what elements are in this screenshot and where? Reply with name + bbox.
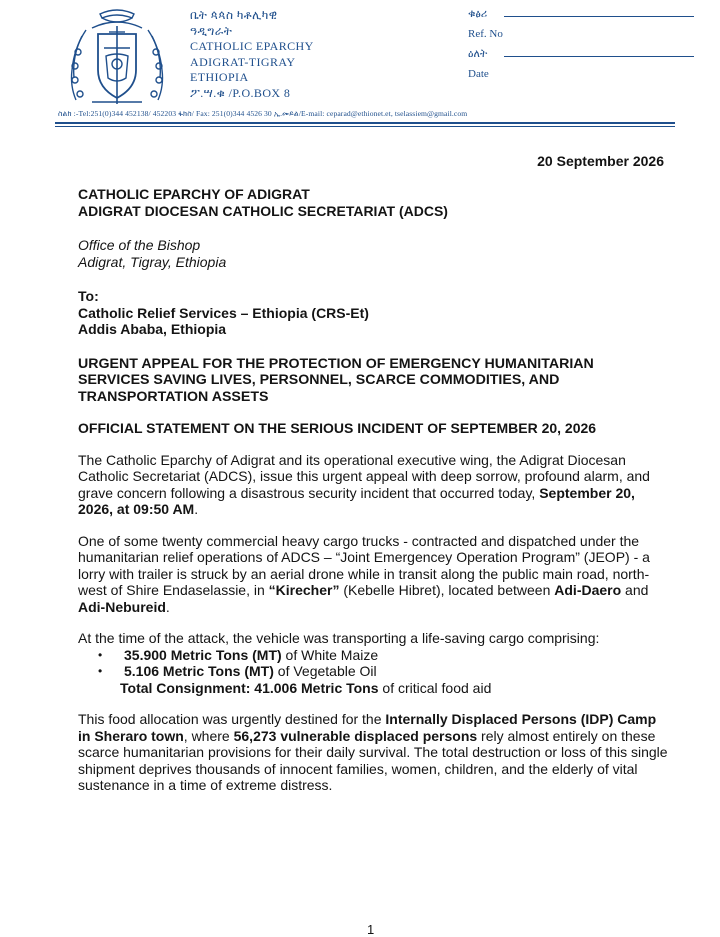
recipient-name: Catholic Relief Services – Ethiopia (CRS-Et) [78, 304, 369, 321]
displaced-persons-count: 56,273 vulnerable displaced persons [233, 727, 478, 744]
cargo-list [78, 647, 668, 680]
letterhead-pobox: ፖ.ሣ.ቁ /P.O.BOX 8 [190, 85, 291, 100]
paragraph-4: This food allocation was urgently destined for the Internally Displaced Persons (IDP) Camp in Sheraro town, where 56,273 vulnerable displaced persons rely almost entirely on these scarce humanitarian provisions for their daily survival. The total destruction or loss of this single shipment deprives thousands of innocent families, women, children, and the elderly of vital sustenance in a time of extreme distress. [78, 711, 668, 793]
date-underline [504, 56, 694, 57]
letterhead-block [190, 8, 314, 101]
page-number: 1 [367, 922, 375, 937]
idp-camp-name: Internally Displaced Persons (IDP) Camp in Sheraro town [78, 711, 657, 744]
sender-line-2: ADIGRAT DIOCESAN CATHOLIC SECRETARIAT (ADCS) [78, 202, 448, 219]
letterhead-org-name: CATHOLIC EPARCHY [190, 39, 314, 53]
office-location: Adigrat, Tigray, Ethiopia [78, 253, 227, 270]
paragraph-2: One of some twenty commercial heavy cargo trucks - contracted and dispatched under the humanitarian relief operations of ADCS – “Joint Emergencey Operation Program” (JEOP) - a lorry with trailer is struck by an aerial drone while in transit along the public main road, north-west of Shire Endaselassie, in “Kirecher” (Kebelle Hibret), located between Adi-Daero and Adi-Nebureid. [78, 532, 650, 615]
reference-block [468, 8, 503, 88]
ref-label: Ref. No [468, 28, 503, 40]
date-label: Date [468, 68, 489, 80]
letterhead-amharic-name: ቤት ጳጳስ ካቶሊካዊ [190, 8, 278, 22]
location-adi-nebureid: Adi-Nebureid [78, 598, 166, 615]
list-item: • 35.900 Metric Tons (MT) of White Maize [78, 647, 668, 664]
paragraph-3-intro: At the time of the attack, the vehicle was transporting a life-saving cargo comprising: [78, 630, 600, 646]
paragraph-1: The Catholic Eparchy of Adigrat and its operational executive wing, the Adigrat Diocesan Catholic Secretariat (ADCS), issue this urgent appeal with deep sorrow, profound alarm, and grave concern following a disastrous security incident that occurred today, September 20, 2026, at 09:50 AM. [78, 451, 650, 517]
letterhead-country: ETHIOPIA [190, 70, 249, 84]
incident-datetime: September 20, 2026, at 09:50 AM [78, 484, 635, 517]
letter-body [78, 186, 668, 794]
to-label: To: [78, 288, 99, 304]
sender-line-1: CATHOLIC EPARCHY OF ADIGRAT [78, 186, 310, 202]
list-item: • 5.106 Metric Tons (MT) of Vegetable Oil [78, 663, 668, 680]
total-consignment: Total Consignment: 41.006 Metric Tons of critical food aid [120, 679, 492, 696]
letterhead-rule-thin [55, 126, 675, 127]
subject-line-3: TRANSPORTATION ASSETS [78, 388, 269, 405]
eparchy-coat-of-arms-logo [62, 8, 172, 108]
subject-line-1: URGENT APPEAL FOR THE PROTECTION OF EMERGENCY HUMANITARIAN [78, 355, 594, 372]
letterhead-amharic-sub: ዓዲግራት [190, 23, 233, 38]
ref-amharic-label: ቁፅሪ [468, 8, 488, 20]
date-amharic-label: ዕለት [468, 48, 488, 60]
location-adi-daero: Adi-Daero [554, 582, 622, 598]
location-kirecher: “Kirecher” [268, 582, 340, 598]
office-name: Office of the Bishop [78, 237, 201, 253]
letterhead-rule-thick [55, 122, 675, 124]
letterhead-city: ADIGRAT-TIGRAY [190, 54, 296, 69]
recipient-location: Addis Ababa, Ethiopia [78, 321, 227, 337]
ref-underline [504, 16, 694, 17]
statement-heading: OFFICIAL STATEMENT ON THE SERIOUS INCIDENT OF SEPTEMBER 20, 2026 [78, 420, 597, 436]
contact-line: ስልክ :-Tel:251(0)344 452138/ 452203 ፋክስ/ Fax: 251(0)344 4526 30 ኢ.መይል/E-mail: ceparad@ethionet.et, tselassiem@gmail.com [58, 109, 468, 118]
letter-date: 20 September 2026 [537, 153, 664, 169]
subject-line-2: SERVICES SAVING LIVES, PERSONNEL, SCARCE COMMODITIES, AND [78, 372, 560, 388]
